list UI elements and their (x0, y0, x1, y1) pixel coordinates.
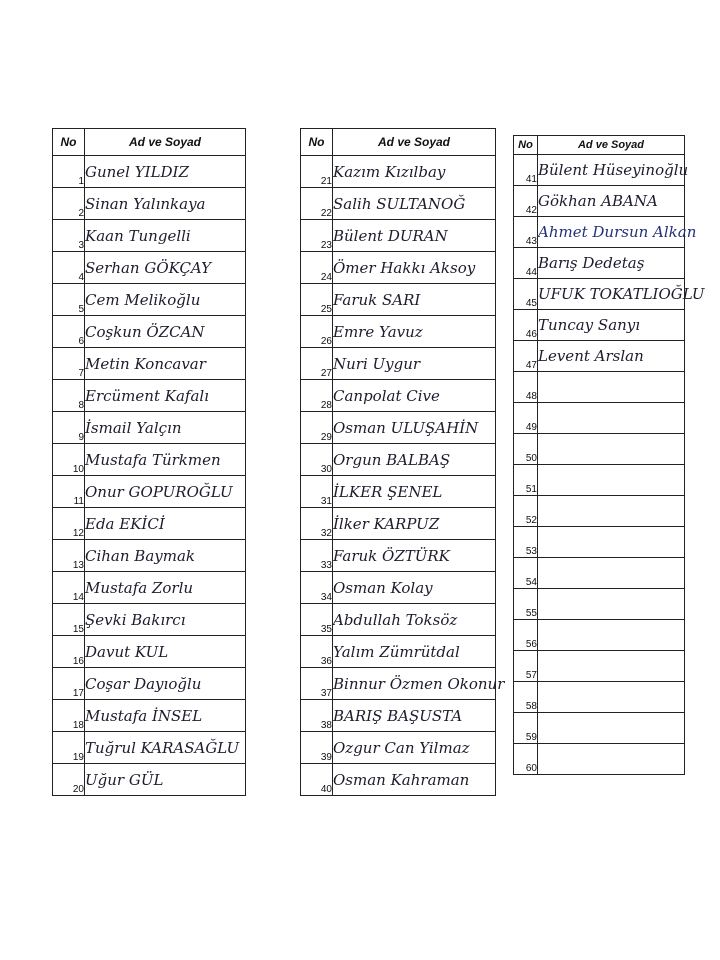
signature-name (538, 434, 685, 465)
signature-name: Davut KUL (85, 636, 246, 668)
signature-name: Ercüment Kafalı (85, 380, 246, 412)
table-row (53, 252, 246, 284)
row-number: 9 (53, 412, 85, 444)
signature-name (538, 403, 685, 434)
signature-name: Sinan Yalınkaya (85, 188, 246, 220)
signature-name (538, 496, 685, 527)
table-row (514, 651, 685, 682)
table-body (301, 156, 505, 796)
name-column-header: Ad ve Soyad (538, 136, 685, 155)
table-row (301, 348, 496, 380)
table-row (301, 284, 496, 316)
no-column-header: No (53, 129, 85, 156)
row-number: 37 (301, 668, 333, 700)
row-number: 21 (301, 156, 333, 188)
table-row (53, 188, 246, 220)
row-number: 58 (514, 682, 538, 713)
signature-name: Ahmet Dursun Alkan (538, 217, 685, 248)
table-row (53, 540, 246, 572)
table-row (514, 217, 685, 248)
table-row (301, 572, 496, 604)
signature-name: Gunel YILDIZ (85, 156, 246, 188)
signature-name: Salih SULTANOĞ (333, 188, 496, 220)
signature-name: Mustafa Türkmen (85, 444, 246, 476)
signature-name: Canpolat Cive (333, 380, 496, 412)
table-row (514, 682, 685, 713)
signature-name: Serhan GÖKÇAY (85, 252, 246, 284)
row-number: 55 (514, 589, 538, 620)
row-number: 35 (301, 604, 333, 636)
row-number: 18 (53, 700, 85, 732)
signature-name (538, 713, 685, 744)
table-row (53, 444, 246, 476)
table-row (514, 248, 685, 279)
signature-name (538, 651, 685, 682)
row-number: 51 (514, 465, 538, 496)
table-row (514, 465, 685, 496)
table-row (301, 156, 496, 188)
table-row (301, 220, 496, 252)
table-row (53, 220, 246, 252)
signature-table-3 (513, 135, 705, 775)
row-number: 23 (301, 220, 333, 252)
table-row (301, 188, 496, 220)
signature-table-1 (52, 128, 246, 796)
signature-name: Eda EKİCİ (85, 508, 246, 540)
table-row (53, 668, 246, 700)
signature-name: Faruk SARI (333, 284, 496, 316)
table-row (514, 155, 685, 186)
name-column-header: Ad ve Soyad (333, 129, 496, 156)
table-row (514, 589, 685, 620)
signature-name (538, 620, 685, 651)
table-row (53, 380, 246, 412)
row-number: 27 (301, 348, 333, 380)
signature-name: Coşkun ÖZCAN (85, 316, 246, 348)
table-row (301, 636, 496, 668)
row-number: 1 (53, 156, 85, 188)
row-number: 13 (53, 540, 85, 572)
name-column-header: Ad ve Soyad (85, 129, 246, 156)
table-row (301, 508, 496, 540)
row-number: 4 (53, 252, 85, 284)
row-number: 48 (514, 372, 538, 403)
table-row (514, 434, 685, 465)
row-number: 32 (301, 508, 333, 540)
table-row (53, 284, 246, 316)
table-header-row (53, 129, 246, 156)
signature-name: Tuğrul KARASAĞLU (85, 732, 246, 764)
row-number: 54 (514, 558, 538, 589)
row-number: 11 (53, 476, 85, 508)
row-number: 57 (514, 651, 538, 682)
row-number: 15 (53, 604, 85, 636)
table-row (514, 620, 685, 651)
table-row (514, 403, 685, 434)
row-number: 14 (53, 572, 85, 604)
signature-name: Binnur Özmen Okonur (333, 668, 496, 700)
row-number: 25 (301, 284, 333, 316)
signature-name: Uğur GÜL (85, 764, 246, 796)
row-number: 26 (301, 316, 333, 348)
row-number: 38 (301, 700, 333, 732)
row-number: 8 (53, 380, 85, 412)
row-number: 46 (514, 310, 538, 341)
table-body (514, 155, 705, 775)
row-number: 53 (514, 527, 538, 558)
table-row (53, 508, 246, 540)
signature-name: İLKER ŞENEL (333, 476, 496, 508)
table-row (301, 380, 496, 412)
table-row (514, 310, 685, 341)
table-row (301, 668, 496, 700)
row-number: 44 (514, 248, 538, 279)
row-number: 39 (301, 732, 333, 764)
table-row (514, 744, 685, 775)
row-number: 56 (514, 620, 538, 651)
table-row (53, 636, 246, 668)
row-number: 34 (301, 572, 333, 604)
signature-name: İlker KARPUZ (333, 508, 496, 540)
table-row (301, 476, 496, 508)
table-row (53, 604, 246, 636)
signature-name: Şevki Bakırcı (85, 604, 246, 636)
signature-name: UFUK TOKATLIOĞLU (538, 279, 685, 310)
signature-name: Osman ULUŞAHİN (333, 412, 496, 444)
signature-name: İsmail Yalçın (85, 412, 246, 444)
row-number: 3 (53, 220, 85, 252)
row-number: 19 (53, 732, 85, 764)
row-number: 36 (301, 636, 333, 668)
row-number: 42 (514, 186, 538, 217)
table-header-row (301, 129, 496, 156)
no-column-header: No (514, 136, 538, 155)
signature-name (538, 372, 685, 403)
row-number: 41 (514, 155, 538, 186)
signature-name: Gökhan ABANA (538, 186, 685, 217)
table-row (301, 540, 496, 572)
row-number: 60 (514, 744, 538, 775)
signature-name (538, 744, 685, 775)
signature-name: Abdullah Toksöz (333, 604, 496, 636)
table-row (301, 732, 496, 764)
signature-table-2 (300, 128, 505, 796)
table-header-row (514, 136, 685, 155)
table-row (53, 700, 246, 732)
signature-name: BARIŞ BAŞUSTA (333, 700, 496, 732)
table-row (514, 341, 685, 372)
row-number: 22 (301, 188, 333, 220)
signature-name: Yalım Zümrütdal (333, 636, 496, 668)
signature-name: Metin Koncavar (85, 348, 246, 380)
signature-name (538, 527, 685, 558)
signature-name: Cem Melikoğlu (85, 284, 246, 316)
table-row (514, 558, 685, 589)
table-row (53, 764, 246, 796)
row-number: 6 (53, 316, 85, 348)
signature-name: Mustafa İNSEL (85, 700, 246, 732)
row-number: 47 (514, 341, 538, 372)
row-number: 29 (301, 412, 333, 444)
table-row (514, 713, 685, 744)
signature-name: Mustafa Zorlu (85, 572, 246, 604)
table-row (301, 444, 496, 476)
row-number: 40 (301, 764, 333, 796)
signature-name: Kazım Kızılbay (333, 156, 496, 188)
table-row (514, 186, 685, 217)
row-number: 24 (301, 252, 333, 284)
table-row (301, 252, 496, 284)
signature-name (538, 465, 685, 496)
signature-name: Nuri Uygur (333, 348, 496, 380)
row-number: 50 (514, 434, 538, 465)
row-number: 59 (514, 713, 538, 744)
table-row (53, 316, 246, 348)
row-number: 17 (53, 668, 85, 700)
row-number: 16 (53, 636, 85, 668)
table-row (301, 700, 496, 732)
row-number: 5 (53, 284, 85, 316)
signature-name: Emre Yavuz (333, 316, 496, 348)
row-number: 28 (301, 380, 333, 412)
signature-name (538, 682, 685, 713)
row-number: 45 (514, 279, 538, 310)
signature-name: Cihan Baymak (85, 540, 246, 572)
table-row (53, 476, 246, 508)
table-row (301, 604, 496, 636)
signature-name: Orgun BALBAŞ (333, 444, 496, 476)
row-number: 31 (301, 476, 333, 508)
signature-name: Osman Kahraman (333, 764, 496, 796)
table-row (514, 496, 685, 527)
table-row (53, 348, 246, 380)
signature-name: Ömer Hakkı Aksoy (333, 252, 496, 284)
row-number: 33 (301, 540, 333, 572)
signature-name: Levent Arslan (538, 341, 685, 372)
table-row (301, 316, 496, 348)
row-number: 7 (53, 348, 85, 380)
row-number: 49 (514, 403, 538, 434)
no-column-header: No (301, 129, 333, 156)
signature-name: Coşar Dayıoğlu (85, 668, 246, 700)
table-row (514, 372, 685, 403)
signature-name: Onur GOPUROĞLU (85, 476, 246, 508)
signature-name: Bülent DURAN (333, 220, 496, 252)
table-row (301, 764, 496, 796)
table-row (514, 527, 685, 558)
signature-name: Ozgur Can Yilmaz (333, 732, 496, 764)
table-row (53, 156, 246, 188)
table-row (53, 732, 246, 764)
row-number: 2 (53, 188, 85, 220)
signature-name (538, 558, 685, 589)
row-number: 20 (53, 764, 85, 796)
row-number: 30 (301, 444, 333, 476)
signature-name: Barış Dedetaş (538, 248, 685, 279)
signature-name: Bülent Hüseyinoğlu (538, 155, 685, 186)
table-row (301, 412, 496, 444)
table-row (53, 412, 246, 444)
row-number: 10 (53, 444, 85, 476)
row-number: 52 (514, 496, 538, 527)
signature-name: Tuncay Sanyı (538, 310, 685, 341)
table-body (53, 156, 246, 796)
signature-name: Osman Kolay (333, 572, 496, 604)
signature-name: Faruk ÖZTÜRK (333, 540, 496, 572)
row-number: 12 (53, 508, 85, 540)
row-number: 43 (514, 217, 538, 248)
table-row (514, 279, 685, 310)
table-row (53, 572, 246, 604)
signature-name (538, 589, 685, 620)
signature-name: Kaan Tungelli (85, 220, 246, 252)
